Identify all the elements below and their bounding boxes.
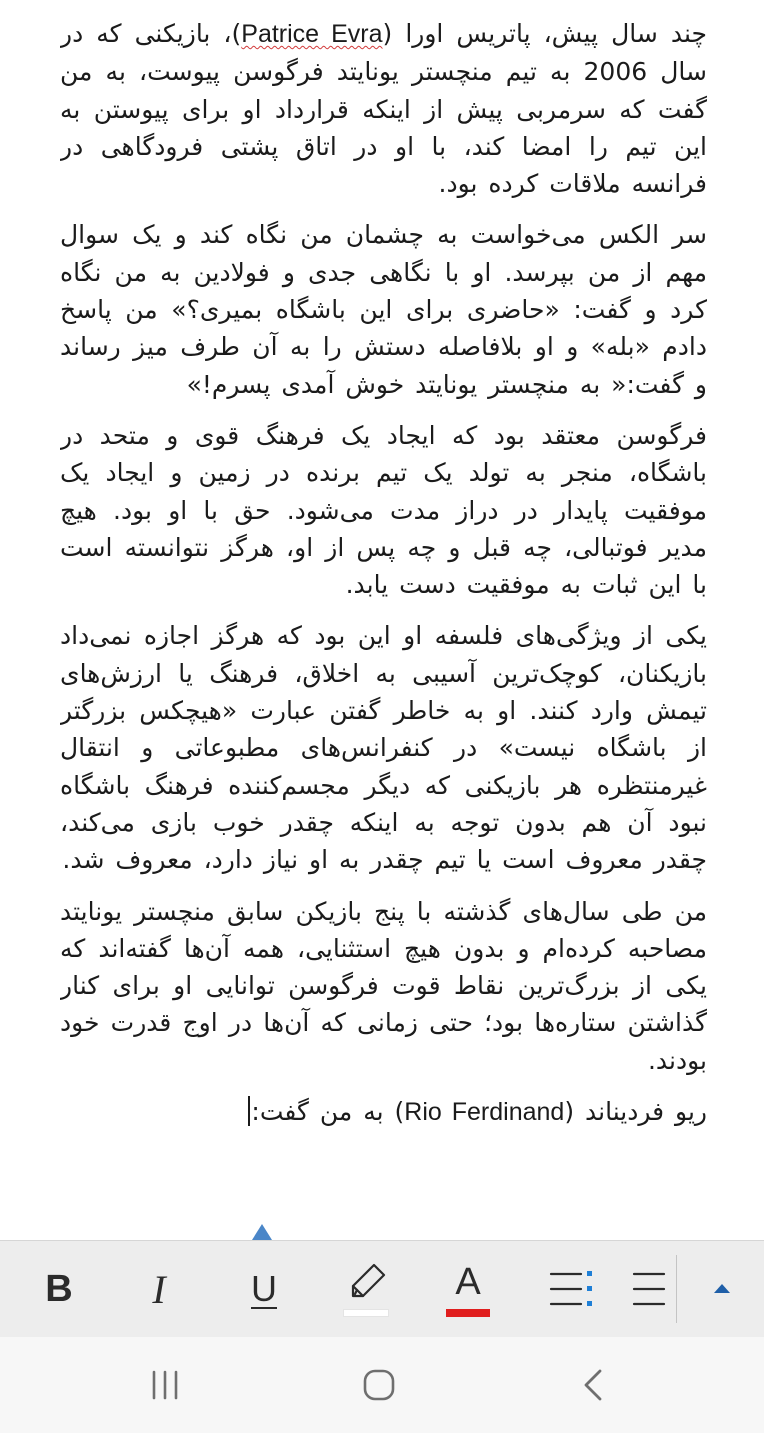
- cursor-handle[interactable]: [252, 1224, 272, 1240]
- back-icon: [573, 1365, 613, 1405]
- paragraph-2[interactable]: سر الکس می‌خواست به چشمان من نگاه کند و یک سوال مهم از من بپرسد. او با نگاهی جدی و فولادین به من نگاه کرد و گفت: «حاضری برای این باشگاه بمیری؟» من پاسخ دادم «بله» و او بلافاصله دستش را به آن طرف میز رساند و گفت:« به منچستر یونایتد خوش آمدی پسرم!»: [60, 220, 707, 399]
- system-navigation-bar: [0, 1337, 764, 1433]
- bold-icon: B: [45, 1267, 73, 1310]
- underline-icon: U: [251, 1268, 277, 1309]
- back-button[interactable]: [563, 1355, 623, 1415]
- bullet-list-button[interactable]: [537, 1241, 607, 1337]
- expand-toolbar-button[interactable]: [690, 1241, 754, 1337]
- caret-up-icon: [712, 1282, 732, 1296]
- highlight-button[interactable]: [331, 1241, 401, 1337]
- paragraph-5[interactable]: من طی سال‌های گذشته با پنج بازیکن سابق منچستر یونایتد مصاحبه کرده‌ام و بدون هیچ استثنایی، همه آن‌ها گفته‌اند که یکی از بزرگ‌ترین نقاط قوت فرگوسن توانایی او برای کنار گذاشتن ستاره‌ها بود؛ حتی زمانی که آن‌ها در اوج قدرت خود بودند.: [60, 896, 707, 1075]
- font-color-swatch: [446, 1309, 490, 1317]
- italic-icon: I: [152, 1266, 166, 1312]
- spellcheck-flagged-word[interactable]: Patrice Evra: [241, 20, 383, 48]
- font-color-button[interactable]: [433, 1241, 503, 1337]
- home-button[interactable]: [349, 1355, 409, 1415]
- paragraph-6[interactable]: ریو فردیناند (Rio Ferdinand) به من گفت:: [60, 1093, 707, 1131]
- recent-apps-button[interactable]: [135, 1355, 195, 1415]
- home-icon: [359, 1365, 399, 1405]
- highlighter-icon: [341, 1259, 391, 1307]
- bullet-list-icon: [547, 1266, 597, 1312]
- italic-button[interactable]: [124, 1241, 194, 1337]
- paragraph-1[interactable]: چند سال پیش، پاتریس اورا (Patrice Evra)، بازیکنی که در سال 2006 به تیم منچستر یونایتد فرگوسن پیوست، به من گفت که سرمربی پیش از اینکه قرارداد او برای پیوستن به این تیم را امضا کند، با او در اتاق پشتی فرودگاهی در فرانسه ملاقات کرده بود.: [60, 19, 707, 199]
- toolbar-divider: [676, 1255, 677, 1323]
- recent-apps-icon: [145, 1367, 185, 1403]
- numbered-list-button[interactable]: [622, 1241, 678, 1337]
- numbered-list-icon: [630, 1266, 670, 1312]
- underline-button[interactable]: [229, 1241, 299, 1337]
- formatting-toolbar: [0, 1240, 764, 1337]
- document-body[interactable]: [60, 0, 707, 1240]
- bold-button[interactable]: [24, 1241, 94, 1337]
- paragraph-4[interactable]: یکی از ویژگی‌های فلسفه او این بود که هرگز اجازه نمی‌داد بازیکنان، کوچک‌ترین آسیبی به اخلاق، فرهنگ یا ارزش‌های تیمش وارد کنند. او به خاطر گفتن عبارت «هیچکس بزرگتر از باشگاه نیست» در کنفرانس‌های مطبوعاتی و انتقال غیرمنتظره هر بازیکنی که دیگر مجسم‌کننده فرهنگ باشگاه نبود آن هم بدون توجه به اینکه چقدر خوب بازی می‌کند، چقدر معروف است یا تیم چقدر به او نیاز دارد، معروف شد.: [60, 621, 707, 875]
- font-color-icon: A: [455, 1261, 481, 1303]
- paragraph-3[interactable]: فرگوسن معتقد بود که ایجاد یک فرهنگ قوی و متحد در باشگاه، منجر به تولد یک تیم برنده در زمین و ایجاد یک موفقیت پایدار در دراز مدت می‌شود. حق با او بود. هیچ مدیر فوتبالی، چه قبل و چه پس از او، هرگز نتوانسته است با این ثبات به موفقیت دست یابد.: [60, 420, 707, 600]
- highlight-color-swatch: [343, 1309, 389, 1317]
